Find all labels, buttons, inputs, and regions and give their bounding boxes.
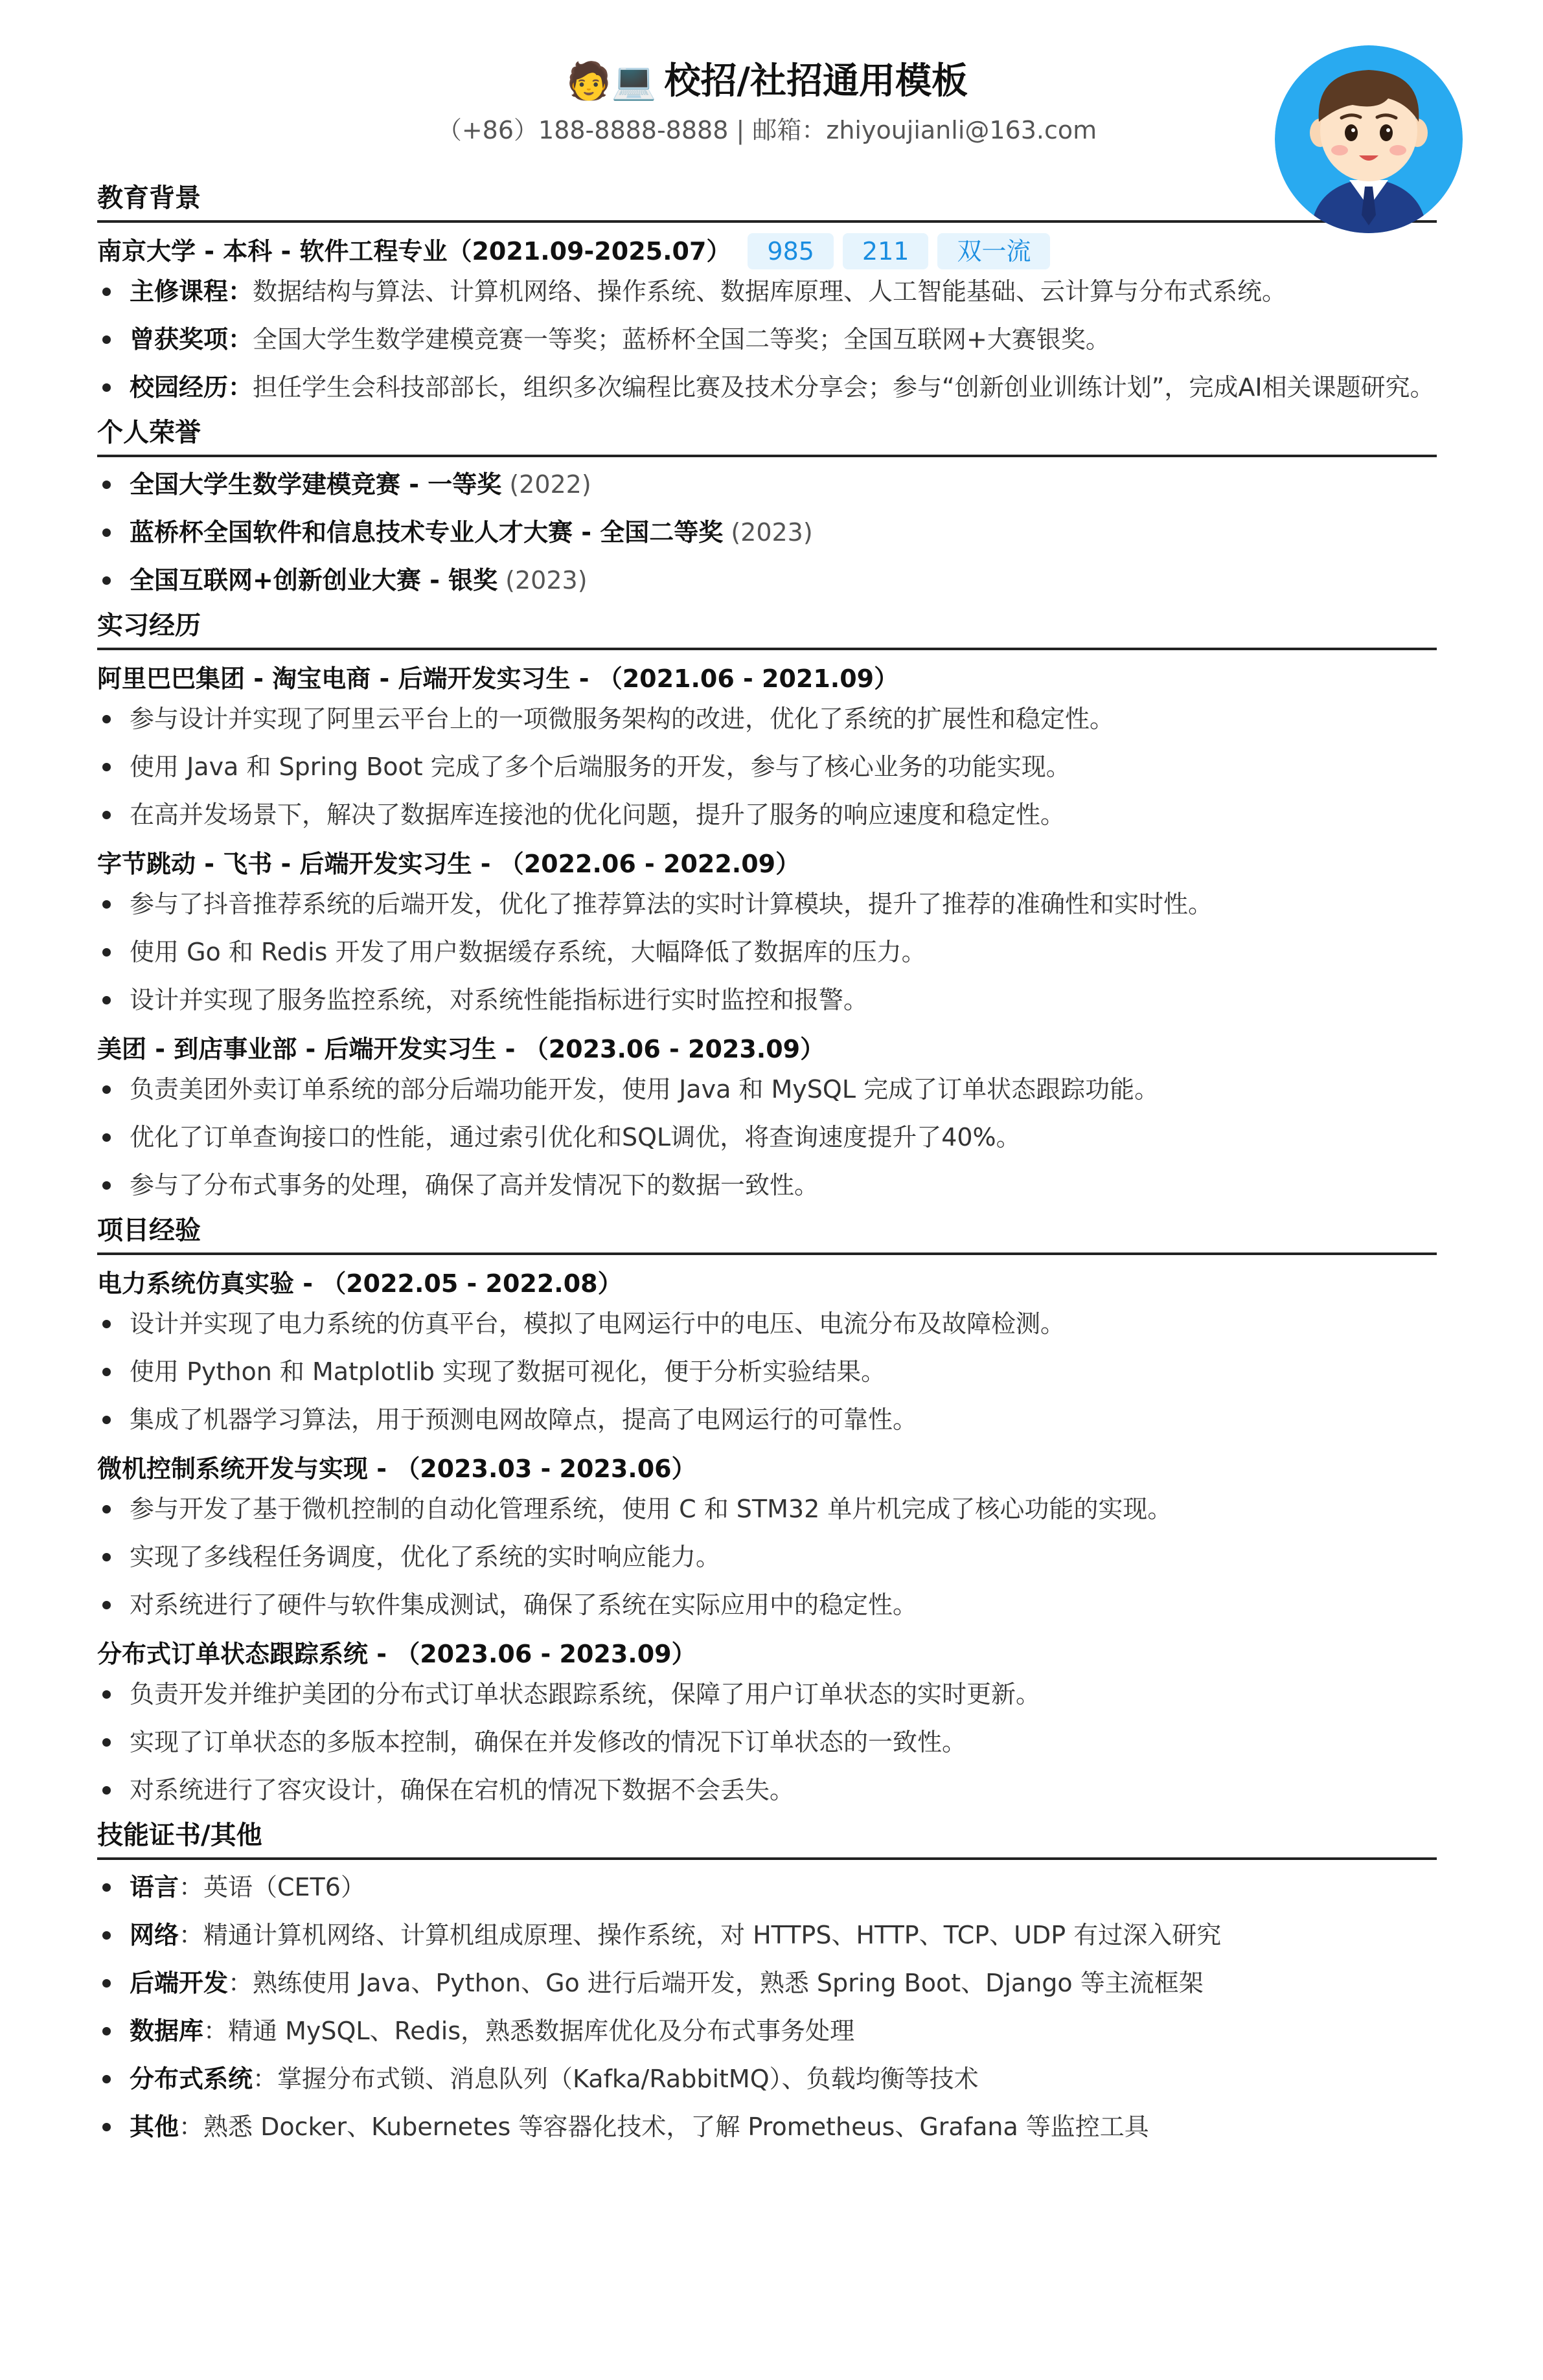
skill-label: 语言: [130, 1873, 179, 1901]
list-item: 对系统进行了硬件与软件集成测试，确保了系统在实际应用中的稳定性。: [97, 1585, 1437, 1624]
list-item: [97, 1916, 1437, 1955]
section-title-projects: 项目经验: [97, 1214, 1437, 1255]
list-item: [97, 1868, 1437, 1907]
item-text: 担任学生会科技部部长，组织多次编程比赛及技术分享会；参与“创新创业训练计划”，完成AI相关课题研究。: [253, 373, 1435, 402]
education-list: [97, 272, 1437, 407]
list-item: 参与了分布式事务的处理，确保了高并发情况下的数据一致性。: [97, 1166, 1437, 1205]
section-title-education: 教育背景: [97, 181, 1437, 223]
list-item: 使用 Go 和 Redis 开发了用户数据缓存系统，大幅降低了数据库的压力。: [97, 933, 1437, 971]
resume-page: [97, 39, 1437, 2155]
skill-text: ：熟练使用 Java、Python、Go 进行后端开发，熟悉 Spring Boot、Django 等主流框架: [228, 1969, 1204, 1997]
internship-title: 字节跳动 - 飞书 - 后端开发实习生 - （2022.06 - 2022.09）: [97, 850, 801, 878]
list-item: 实现了订单状态的多版本控制，确保在并发修改的情况下订单状态的一致性。: [97, 1723, 1437, 1762]
honor-year: (2022): [501, 470, 591, 499]
list-item: [97, 320, 1437, 359]
project-title: 微机控制系统开发与实现 - （2023.03 - 2023.06）: [97, 1455, 696, 1483]
project-bullets: [97, 1675, 1437, 1809]
skill-text: ：精通计算机网络、计算机组成原理、操作系统，对 HTTPS、HTTP、TCP、UDP 有过深入研究: [179, 1921, 1222, 1949]
list-item: [97, 2107, 1437, 2146]
skills-list: [97, 1868, 1437, 2146]
avatar: [1275, 45, 1463, 233]
project-bullets: [97, 1304, 1437, 1439]
list-item: [97, 561, 1437, 600]
project-title: 电力系统仿真实验 - （2022.05 - 2022.08）: [97, 1269, 623, 1298]
project-bullets: [97, 1490, 1437, 1624]
avatar-illustration: [1275, 45, 1463, 233]
skill-label: 分布式系统: [130, 2065, 253, 2093]
email-label: 邮箱：: [752, 116, 827, 144]
title-text: 校招/社招通用模板: [664, 60, 968, 102]
tag-985: 985: [748, 233, 834, 269]
honor-year: (2023): [497, 566, 588, 595]
section-title-honors: 个人荣誉: [97, 416, 1437, 457]
internship-bullets: [97, 1070, 1437, 1205]
skill-text: ：掌握分布式锁、消息队列（Kafka/RabbitMQ）、负载均衡等技术: [253, 2065, 979, 2093]
section-education: [97, 181, 1437, 407]
item-label: 主修课程：: [130, 277, 253, 306]
list-item: [97, 465, 1437, 504]
item-label: 曾获奖项：: [130, 325, 253, 354]
honor-name: 全国互联网+创新创业大赛 - 银奖: [130, 566, 498, 595]
list-item: [97, 272, 1437, 311]
education-entry: [97, 231, 1437, 272]
internship-bullets: [97, 699, 1437, 834]
project-title: 分布式订单状态跟踪系统 - （2023.06 - 2023.09）: [97, 1640, 696, 1668]
section-honors: [97, 416, 1437, 600]
list-item: 参与开发了基于微机控制的自动化管理系统，使用 C 和 STM32 单片机完成了核心功能的实现。: [97, 1490, 1437, 1528]
education-entry-text: 南京大学 - 本科 - 软件工程专业（2021.09-2025.07）: [97, 237, 731, 266]
honor-year: (2023): [723, 518, 813, 547]
phone: （+86）188-8888-8888: [437, 116, 729, 144]
list-item: 负责开发并维护美团的分布式订单状态跟踪系统，保障了用户订单状态的实时更新。: [97, 1675, 1437, 1714]
honor-name: 蓝桥杯全国软件和信息技术专业人才大赛 - 全国二等奖: [130, 518, 724, 547]
section-title-internships: 实习经历: [97, 609, 1437, 650]
resume-header: [97, 58, 1437, 181]
list-item: [97, 2012, 1437, 2050]
list-item: 设计并实现了电力系统的仿真平台，模拟了电网运行中的电压、电流分布及故障检测。: [97, 1304, 1437, 1343]
honors-list: [97, 465, 1437, 600]
tag-double-first-class: 双一流: [937, 233, 1050, 269]
skill-text: ：精通 MySQL、Redis，熟悉数据库优化及分布式事务处理: [203, 2017, 855, 2045]
list-item: 负责美团外卖订单系统的部分后端功能开发，使用 Java 和 MySQL 完成了订单状态跟踪功能。: [97, 1070, 1437, 1109]
skill-label: 后端开发: [130, 1969, 229, 1997]
email: zhiyoujianli@163.com: [826, 116, 1097, 144]
list-item: [97, 513, 1437, 552]
list-item: 参与了抖音推荐系统的后端开发，优化了推荐算法的实时计算模块，提升了推荐的准确性和实时性。: [97, 885, 1437, 924]
item-text: 数据结构与算法、计算机网络、操作系统、数据库原理、人工智能基础、云计算与分布式系统。: [253, 277, 1287, 306]
section-projects: [97, 1214, 1437, 1809]
skill-label: 其他: [130, 2113, 179, 2141]
list-item: 优化了订单查询接口的性能，通过索引优化和SQL调优，将查询速度提升了40%。: [97, 1118, 1437, 1157]
list-item: 在高并发场景下，解决了数据库连接池的优化问题，提升了服务的响应速度和稳定性。: [97, 795, 1437, 834]
section-skills: [97, 1819, 1437, 2146]
internship-bullets: [97, 885, 1437, 1019]
emoji-icon: 🧑💻: [566, 60, 657, 102]
skill-text: ：英语（CET6）: [179, 1873, 365, 1901]
list-item: 参与设计并实现了阿里云平台上的一项微服务架构的改进，优化了系统的扩展性和稳定性。: [97, 699, 1437, 738]
list-item: 集成了机器学习算法，用于预测电网故障点，提高了电网运行的可靠性。: [97, 1400, 1437, 1439]
list-item: 使用 Python 和 Matplotlib 实现了数据可视化，便于分析实验结果。: [97, 1352, 1437, 1391]
skill-label: 数据库: [130, 2017, 204, 2045]
contact-line: [97, 115, 1437, 145]
internship-title: 阿里巴巴集团 - 淘宝电商 - 后端开发实习生 - （2021.06 - 2021.09）: [97, 664, 899, 693]
list-item: 对系统进行了容灾设计，确保在宕机的情况下数据不会丢失。: [97, 1771, 1437, 1809]
list-item: 使用 Java 和 Spring Boot 完成了多个后端服务的开发，参与了核心业务的功能实现。: [97, 747, 1437, 786]
tag-211: 211: [843, 233, 929, 269]
section-internships: [97, 609, 1437, 1205]
contact-separator: |: [728, 116, 753, 144]
internship-title: 美团 - 到店事业部 - 后端开发实习生 - （2023.06 - 2023.09）: [97, 1035, 825, 1063]
list-item: [97, 1964, 1437, 2002]
honor-name: 全国大学生数学建模竞赛 - 一等奖: [130, 470, 502, 499]
item-label: 校园经历：: [130, 373, 253, 402]
section-title-skills: 技能证书/其他: [97, 1819, 1437, 1860]
skill-label: 网络: [130, 1921, 179, 1949]
list-item: 设计并实现了服务监控系统，对系统性能指标进行实时监控和报警。: [97, 980, 1437, 1019]
list-item: [97, 2059, 1437, 2098]
skill-text: ：熟悉 Docker、Kubernetes 等容器化技术，了解 Prometheus、Grafana 等监控工具: [179, 2113, 1149, 2141]
resume-title: [97, 58, 1437, 105]
list-item: [97, 368, 1437, 407]
list-item: 实现了多线程任务调度，优化了系统的实时响应能力。: [97, 1537, 1437, 1576]
item-text: 全国大学生数学建模竞赛一等奖；蓝桥杯全国二等奖；全国互联网+大赛银奖。: [253, 325, 1110, 354]
